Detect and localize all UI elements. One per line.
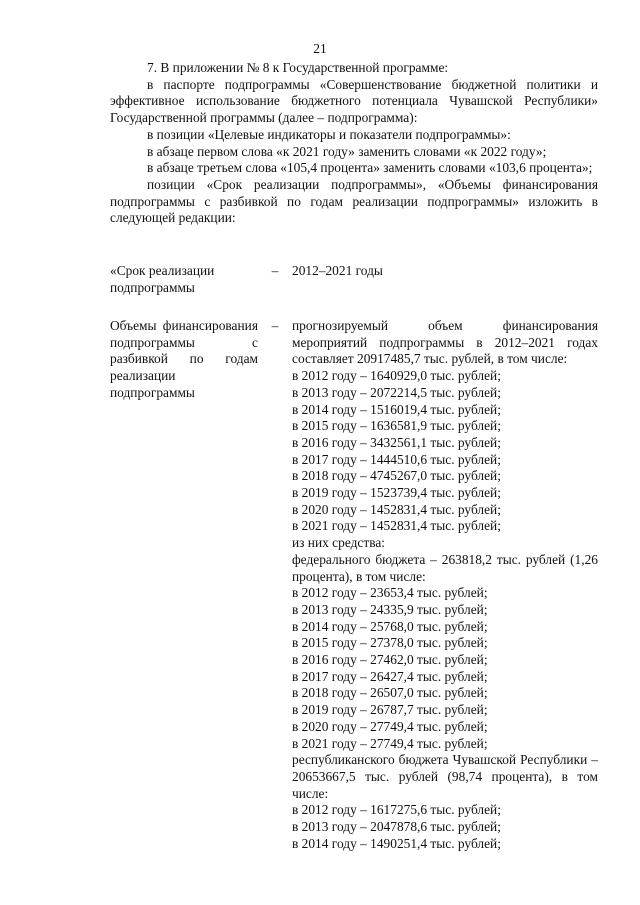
republic-year-2012: в 2012 году – 1617275,6 тыс. рублей; xyxy=(292,802,501,818)
page-number: 21 xyxy=(313,41,327,56)
intro-paragraph-3: в позиции «Целевые индикаторы и показатели подпрограммы»: xyxy=(147,126,511,142)
federal-year-2018: в 2018 году – 26507,0 тыс. рублей; xyxy=(292,685,488,701)
federal-year-2021: в 2021 году – 27749,4 тыс. рублей; xyxy=(292,735,488,751)
federal-year-2013: в 2013 году – 24335,9 тыс. рублей; xyxy=(292,601,488,617)
term-dash: – xyxy=(271,263,279,278)
total-year-2020: в 2020 году – 1452831,4 тыс. рублей; xyxy=(292,501,501,517)
total-year-2012: в 2012 году – 1640929,0 тыс. рублей; xyxy=(292,368,501,384)
federal-year-2020: в 2020 году – 27749,4 тыс. рублей; xyxy=(292,718,488,734)
federal-year-2016: в 2016 году – 27462,0 тыс. рублей; xyxy=(292,652,488,668)
republic-year-2014: в 2014 году – 1490251,4 тыс. рублей; xyxy=(292,835,501,851)
intro-paragraph-4: в абзаце первом слова «к 2021 году» заменить словами «к 2022 году»; xyxy=(147,143,547,159)
federal-year-2017: в 2017 году – 26427,4 тыс. рублей; xyxy=(292,668,488,684)
intro-paragraph-5: в абзаце третьем слова «105,4 процента» заменить словами «103,6 процента»; xyxy=(147,160,593,176)
total-year-2019: в 2019 году – 1523739,4 тыс. рублей; xyxy=(292,485,501,501)
intro-paragraph-2: в паспорте подпрограммы «Совершенствование бюджетной политики и эффективное использование бюджетного потенциала Чувашской Республики» Государственной программы (далее – подпрограмма): xyxy=(110,76,598,126)
term-value: 2012–2021 годы xyxy=(292,263,383,278)
federal-year-2012: в 2012 году – 23653,4 тыс. рублей; xyxy=(292,585,488,601)
sources-heading: из них средства: xyxy=(292,535,386,551)
funding-row xyxy=(110,318,598,853)
term-label: «Срок реализации подпрограммы xyxy=(110,263,215,295)
total-year-2016: в 2016 году – 3432561,1 тыс. рублей; xyxy=(292,434,501,450)
total-year-2021: в 2021 году – 1452831,4 тыс. рублей; xyxy=(292,518,501,534)
total-year-2013: в 2013 году – 2072214,5 тыс. рублей; xyxy=(292,384,501,400)
funding-label: Объемы финансирования подпрограммы с разбивкой по годам реализации подпрограммы xyxy=(110,318,258,400)
term-row xyxy=(110,263,598,296)
total-year-2018: в 2018 году – 4745267,0 тыс. рублей; xyxy=(292,468,501,484)
funding-dash: – xyxy=(271,318,279,333)
funding-value xyxy=(292,318,598,853)
total-year-2015: в 2015 году – 1636581,9 тыс. рублей; xyxy=(292,418,501,434)
federal-heading: федерального бюджета – 263818,2 тыс. рублей (1,26 процента), в том числе: xyxy=(292,551,598,584)
federal-year-2014: в 2014 году – 25768,0 тыс. рублей; xyxy=(292,618,488,634)
funding-total: прогнозируемый объем финансирования мероприятий подпрограммы в 2012–2021 годах составляет 20917485,7 тыс. рублей, в том числе: xyxy=(292,318,598,367)
intro-text xyxy=(110,60,598,227)
total-year-2017: в 2017 году – 1444510,6 тыс. рублей; xyxy=(292,451,501,467)
federal-year-2019: в 2019 году – 26787,7 тыс. рублей; xyxy=(292,702,488,718)
federal-year-2015: в 2015 году – 27378,0 тыс. рублей; xyxy=(292,635,488,651)
total-year-2014: в 2014 году – 1516019,4 тыс. рублей; xyxy=(292,401,501,417)
intro-paragraph-6: позиции «Срок реализации подпрограммы», «Объемы финансирования подпрограммы с разбивкой по годам реализации подпрограммы» изложить в следующей редакции: xyxy=(110,176,598,226)
intro-paragraph-1: 7. В приложении № 8 к Государственной программе: xyxy=(147,60,449,75)
republic-year-2013: в 2013 году – 2047878,6 тыс. рублей; xyxy=(292,819,501,835)
republic-heading: республиканского бюджета Чувашской Республики – 20653667,5 тыс. рублей (98,74 процента), в том числе: xyxy=(292,752,598,801)
